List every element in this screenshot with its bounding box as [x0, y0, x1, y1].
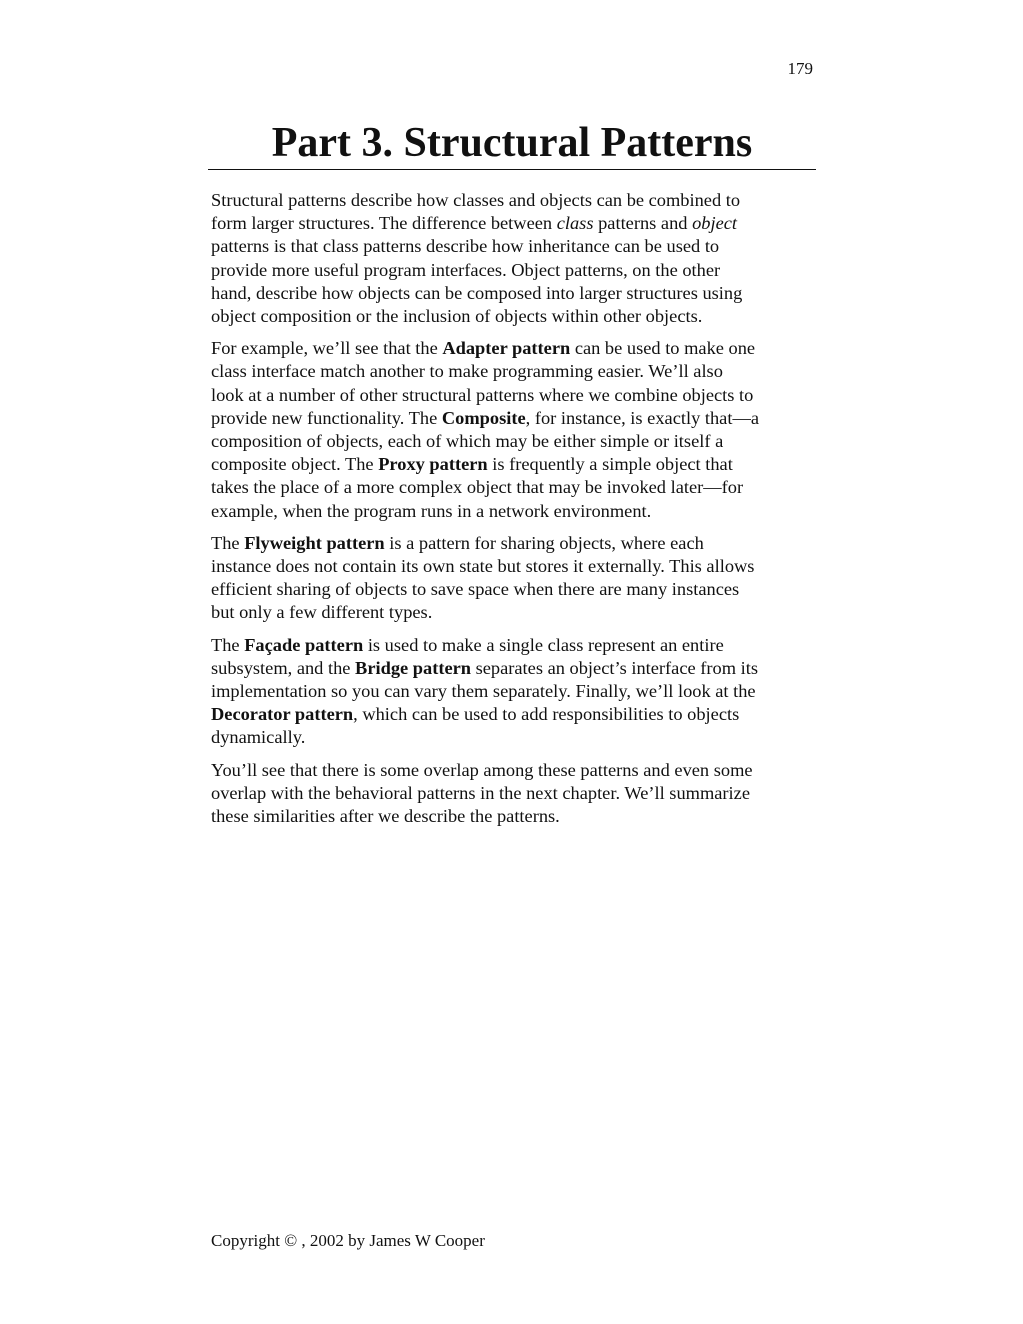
text-run: form larger structures. The difference between — [211, 213, 557, 234]
bold-term: Adapter pattern — [442, 338, 571, 359]
bold-term: Decorator pattern — [211, 704, 354, 725]
text-run: is used to make a single class represent an entire — [363, 634, 724, 655]
text-line — [211, 360, 815, 383]
bold-term: Bridge pattern — [355, 657, 471, 678]
text-run: , for instance, is exactly that—a — [525, 407, 760, 428]
text-run: composite object. The — [211, 454, 379, 475]
chapter-heading — [208, 116, 816, 170]
text-run: separates an object’s interface from its — [471, 657, 758, 678]
text-line — [211, 407, 815, 430]
text-run: these similarities after we describe the patterns. — [211, 806, 560, 827]
text-run: instance does not contain its own state but stores it externally. This allows — [211, 556, 755, 577]
text-line — [211, 532, 815, 555]
text-line — [211, 282, 815, 305]
text-line — [211, 337, 815, 360]
text-run: efficient sharing of objects to save space when there are many instances — [211, 579, 740, 600]
text-run: can be used to make one — [570, 338, 756, 359]
text-line — [211, 578, 815, 601]
text-run: provide more useful program interfaces. Object patterns, on the other — [211, 259, 721, 280]
text-run: , which can be used to add responsibilities to objects — [353, 704, 740, 725]
text-line — [211, 235, 815, 258]
text-line — [211, 384, 815, 407]
text-run: but only a few different types. — [211, 602, 433, 623]
text-line — [211, 476, 815, 499]
text-run: look at a number of other structural patterns where we combine objects to — [211, 384, 754, 405]
text-run: For example, we’ll see that the — [211, 338, 443, 359]
text-line — [211, 189, 815, 212]
paragraph — [211, 532, 815, 625]
text-run: object composition or the inclusion of objects within other objects. — [211, 306, 703, 327]
text-line — [211, 453, 815, 476]
paragraph — [211, 337, 815, 523]
text-run: class interface match another to make programming easier. We’ll also — [211, 361, 723, 382]
text-line — [211, 259, 815, 282]
paragraph — [211, 759, 815, 829]
text-line — [211, 782, 815, 805]
text-line — [211, 430, 815, 453]
text-line — [211, 759, 815, 782]
text-line — [211, 805, 815, 828]
text-line — [211, 680, 815, 703]
text-line — [211, 555, 815, 578]
text-run: hand, describe how objects can be composed into larger structures using — [211, 282, 743, 303]
bold-term: Flyweight pattern — [244, 532, 385, 553]
text-run: is frequently a simple object that — [487, 454, 733, 475]
text-line — [211, 601, 815, 624]
text-run: Structural patterns describe how classes and objects can be combined to — [211, 190, 741, 210]
text-run: subsystem, and the — [211, 657, 356, 678]
text-run: The — [211, 634, 245, 655]
text-run: implementation so you can vary them separately. Finally, we’ll look at the — [211, 681, 756, 702]
page-title: Part 3. Structural Patterns — [271, 120, 753, 166]
text-run: The — [211, 532, 245, 553]
text-line — [211, 305, 815, 328]
body-text — [211, 189, 815, 828]
text-line — [211, 726, 815, 749]
page-number: 179 — [787, 59, 813, 78]
text-run: dynamically. — [211, 727, 306, 748]
text-run: provide new functionality. The — [211, 407, 442, 428]
bold-term: Composite — [441, 407, 526, 428]
text-run: patterns is that class patterns describe how inheritance can be used to — [211, 236, 720, 257]
text-run: takes the place of a more complex object that may be invoked later—for — [211, 477, 744, 498]
text-run: is a pattern for sharing objects, where each — [384, 532, 704, 553]
italic-term: class — [556, 213, 594, 234]
paragraph — [211, 634, 815, 750]
italic-term: object — [692, 213, 737, 234]
text-run: overlap with the behavioral patterns in the next chapter. We’ll summarize — [211, 782, 750, 803]
text-line — [211, 212, 815, 235]
copyright-footer: Copyright © , 2002 by James W Cooper — [211, 1231, 485, 1250]
text-run: example, when the program runs in a network environment. — [211, 500, 652, 521]
bold-term: Proxy pattern — [378, 454, 488, 475]
text-line — [211, 657, 815, 680]
text-line — [211, 634, 815, 657]
text-run: composition of objects, each of which may be either simple or itself a — [211, 431, 724, 452]
text-run: patterns and — [593, 213, 693, 234]
paragraph — [211, 189, 815, 328]
text-line — [211, 500, 815, 523]
bold-term: Façade pattern — [244, 634, 364, 655]
text-run: You’ll see that there is some overlap among these patterns and even some — [211, 759, 753, 780]
text-line — [211, 703, 815, 726]
